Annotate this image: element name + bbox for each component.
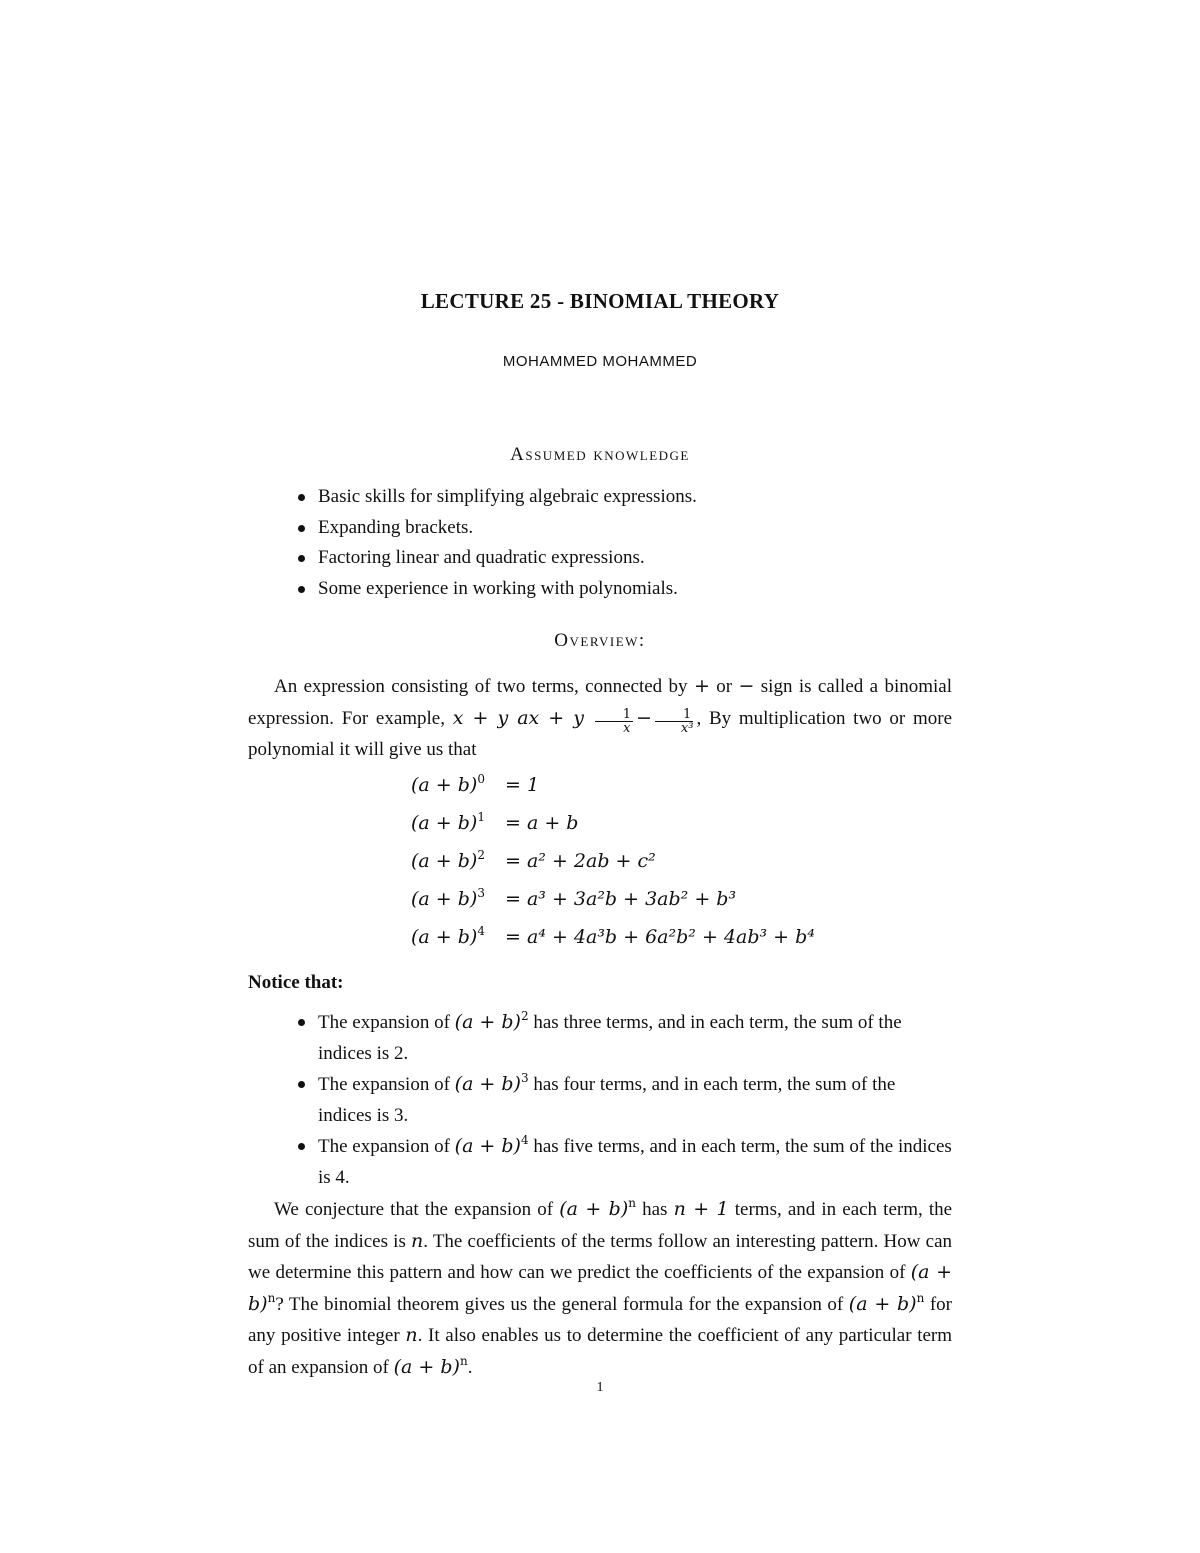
equation-row: $(a + b)^4 = a^4 + 4a^3b + 6a^2b^2 + 4ab^3 + b^4$ [411,924,815,948]
assumed-knowledge-list [298,482,952,604]
list-item: Basic skills for simplifying algebraic expressions. [298,482,952,513]
overview-heading: Overview: [554,630,646,651]
list-item: The expansion of $(a + b)^3$ has four terms, and in each term, the sum of the indices is 3. [298,1069,952,1131]
author-name: MOHAMMED MOHAMMED [502,353,698,370]
bullet-icon [298,586,305,593]
bullet-icon [298,494,305,501]
bullet-icon [298,1019,305,1026]
fraction: $\frac{1}{x}$ [595,708,633,735]
page-number: 1 [596,1380,604,1395]
conjecture-paragraph: We conjecture that the expansion of $(a + b)^n$ has n + 1 terms, and in each term, the sum of the indices is n. The coefficients of the terms follow an interesting pattern. How can we determine this pattern and how can we predict the coefficients of the expansion of $(a + b)^n$? The binomial theorem gives us the general formula for the expansion of $(a + b)^n$ for any positive integer n. It also enables us to determine the coefficient of any particular term of an expansion of $(a + b)^n$. [248,1196,953,1378]
list-item: Expanding brackets. [298,513,952,544]
list-item: The expansion of $(a + b)^4$ has five terms, and in each term, the sum of the indices is 4. [298,1131,952,1193]
list-item: The expansion of $(a + b)^2$ has three terms, and in each term, the sum of the indices is 2. [298,1007,952,1069]
binomial-expansions [411,774,931,964]
assumed-knowledge-heading: Assumed knowledge [510,444,690,465]
equation-row: $(a + b)^3 = a^3 + 3a^2b + 3ab^2 + b^3$ [411,886,737,910]
list-item: Factoring linear and quadratic expressions. [298,543,952,574]
notice-label: Notice that: [248,972,344,993]
equation-row: $(a + b)^1 = a + b$ [411,810,579,834]
fraction: $\frac{1}{\text{x³}}$ [655,708,694,735]
equation-row: $(a + b)^0 = 1$ [411,772,540,796]
bullet-icon [298,555,305,562]
bullet-icon [298,525,305,532]
bullet-icon [298,1081,305,1088]
bullet-icon [298,1143,305,1150]
equation-row: $(a + b)^2 = a^2 + 2ab + c^2$ [411,848,656,872]
overview-paragraph: An expression consisting of two terms, connected by + or − sign is called a binomial expression. For example, x + y ax + y $\frac{1}{x}$ − $\frac{1}{\text{x³}}$ , By multiplication two or more polynomial it will give us that [248,675,953,760]
notice-list [298,1007,952,1193]
list-item: Some experience in working with polynomials. [298,574,952,605]
document-title: LECTURE 25 - BINOMIAL THEORY [420,289,780,313]
